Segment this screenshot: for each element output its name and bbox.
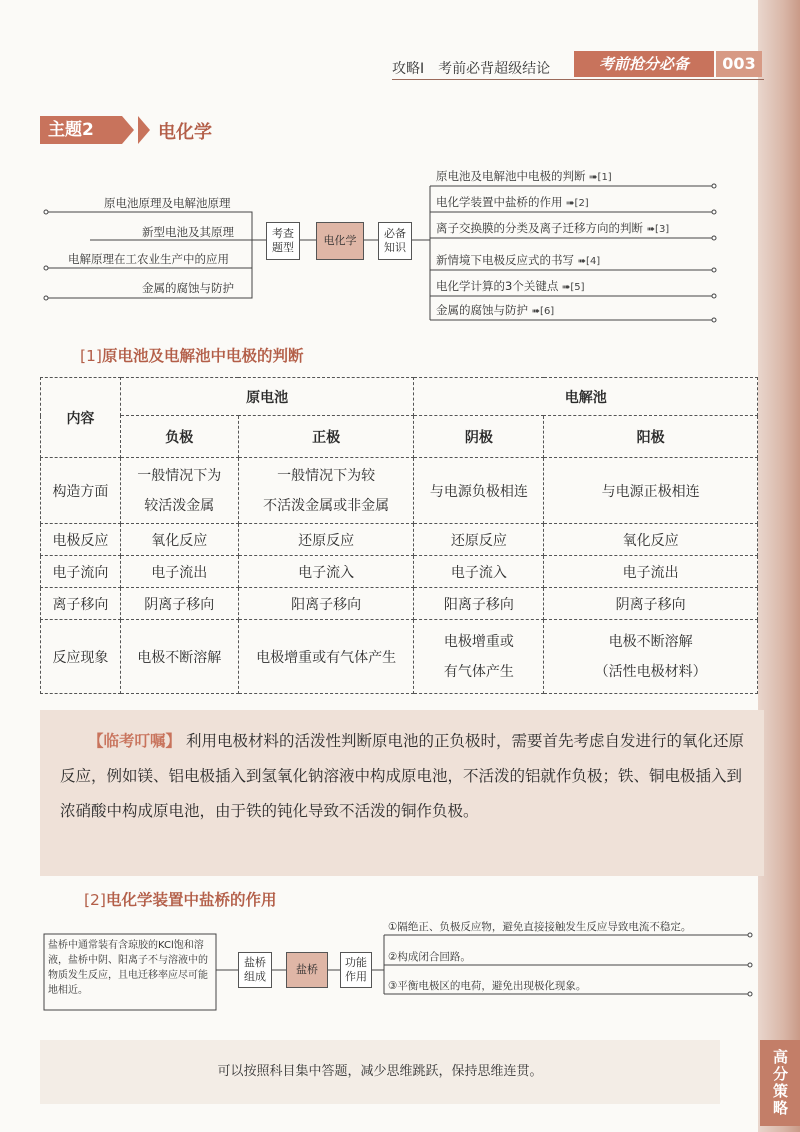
mindmap-node-knowledge: 必备 知识 — [378, 222, 412, 260]
row-label: 电子流向 — [41, 556, 121, 588]
mindmap-node-exam: 考查 题型 — [266, 222, 300, 260]
table-cell: 电子流出 — [544, 556, 758, 588]
note-tag: 【临考叮嘱】 — [88, 732, 182, 750]
table-cell: 阴离子移向 — [544, 588, 758, 620]
mindmap-left-item: 电解原理在工农业生产中的应用 — [68, 252, 229, 266]
chevron-icon — [138, 116, 150, 144]
page-edge-strip — [758, 0, 800, 1132]
mindmap-right-item: 新情境下电极反应式的书写 ➠[4] — [436, 253, 601, 267]
chevron-icon — [122, 116, 134, 144]
table-cell: 阴离子移向 — [120, 588, 238, 620]
mindmap-right-item: 电化学装置中盐桥的作用 ➠[2] — [436, 195, 589, 209]
arrow-icon: ➠ — [561, 282, 571, 293]
saltbridge-function-item: ③平衡电极区的电荷，避免出现极化现象。 — [388, 980, 587, 992]
table-row — [41, 458, 758, 524]
table-row — [41, 556, 758, 588]
table-head: 正极 — [238, 416, 414, 458]
table-cell: 电子流出 — [120, 556, 238, 588]
page-header — [0, 48, 800, 80]
subheading-2: [2]电化学装置中盐桥的作用 — [84, 891, 277, 909]
table-row — [41, 524, 758, 556]
row-label: 构造方面 — [41, 458, 121, 524]
table-cell: 电极不断溶解 — [120, 620, 238, 694]
electrode-table — [40, 377, 758, 694]
table-cell: 还原反应 — [238, 524, 414, 556]
header-rule — [392, 79, 764, 80]
section-name: 电化学 — [158, 122, 212, 143]
arrow-icon: ➠ — [531, 306, 541, 317]
row-label: 电极反应 — [41, 524, 121, 556]
mindmap-right-item: 电化学计算的3个关键点 ➠[5] — [436, 279, 585, 293]
mindmap-left-item: 原电池原理及电解池原理 — [104, 196, 231, 210]
mindmap-right-item: 原电池及电解池中电极的判断 ➠[1] — [436, 169, 612, 183]
header-banner: 考前抢分必备 — [574, 51, 714, 77]
saltbridge-description: 盐桥中通常装有含琼胶的KCl饱和溶液，盐桥中阴、阳离子不与溶液中的物质发生反应，且电迁移率应尽可能地相近。 — [48, 940, 208, 996]
table-col-label: 内容 — [41, 378, 121, 458]
page-number: 003 — [716, 51, 762, 77]
table-cell: 电子流入 — [414, 556, 544, 588]
saltbridge-function-item: ②构成闭合回路。 — [388, 951, 471, 963]
note-text: 利用电极材料的活泼性判断原电池的正负极时，需要首先考虑自发进行的氧化还原反应，例如镁、铝电极插入到氢氧化钠溶液中构成原电池，不活泼的铝就作负极；铁、铜电极插入到浓硝酸中构成原电池，由于铁的钝化导致不活泼的铜作负极。 — [60, 732, 744, 820]
table-cell: 阳离子移向 — [238, 588, 414, 620]
table-cell: 电极增重或 有气体产生 — [414, 620, 544, 694]
table-head: 阴极 — [414, 416, 544, 458]
header-crumb: 攻略Ⅰ 考前必背超级结论 — [392, 61, 551, 77]
table-group-head: 电解池 — [414, 378, 758, 416]
row-label: 离子移向 — [41, 588, 121, 620]
saltbridge-function-item: ①隔绝正、负极反应物，避免直接接触发生反应导致电流不稳定。 — [388, 921, 692, 933]
side-tab: 高分策略 — [760, 1040, 800, 1126]
arrow-icon: ➠ — [589, 172, 598, 183]
row-label: 反应现象 — [41, 620, 121, 694]
saltbridge-node-composition: 盐桥 组成 — [238, 952, 272, 988]
arrow-icon: ➠ — [566, 198, 575, 209]
exam-reminder-note — [40, 710, 764, 876]
table-cell: 电子流入 — [238, 556, 414, 588]
mindmap-right-item: 离子交换膜的分类及离子迁移方向的判断 ➠[3] — [436, 221, 670, 235]
table-row — [41, 620, 758, 694]
table-cell: 还原反应 — [414, 524, 544, 556]
table-head: 负极 — [120, 416, 238, 458]
table-cell: 与电源正极相连 — [544, 458, 758, 524]
footer-tip: 可以按照科目集中答题，减少思维跳跃，保持思维连贯。 — [217, 1064, 543, 1079]
table-cell: 一般情况下为较 不活泼金属或非金属 — [238, 458, 414, 524]
table-cell: 氧化反应 — [544, 524, 758, 556]
saltbridge-node-function: 功能 作用 — [340, 952, 372, 988]
section-badge: 主题2 — [40, 116, 122, 144]
table-cell: 电极不断溶解 （活性电极材料） — [544, 620, 758, 694]
subheading-1: [1]原电池及电解池中电极的判断 — [80, 347, 304, 365]
table-cell: 一般情况下为 较活泼金属 — [120, 458, 238, 524]
mindmap-left-item: 金属的腐蚀与防护 — [142, 281, 234, 295]
arrow-icon: ➠ — [646, 224, 656, 235]
table-head: 阳极 — [544, 416, 758, 458]
mindmap-left-item: 新型电池及其原理 — [142, 225, 234, 239]
saltbridge-center-node: 盐桥 — [286, 952, 328, 988]
table-cell: 与电源负极相连 — [414, 458, 544, 524]
table-row — [41, 588, 758, 620]
table-group-head: 原电池 — [120, 378, 414, 416]
mindmap-center-node: 电化学 — [316, 222, 364, 260]
mindmap-right-item: 金属的腐蚀与防护 ➠[6] — [436, 303, 555, 317]
table-cell: 阳离子移向 — [414, 588, 544, 620]
arrow-icon: ➠ — [577, 256, 587, 267]
table-cell: 电极增重或有气体产生 — [238, 620, 414, 694]
table-cell: 氧化反应 — [120, 524, 238, 556]
